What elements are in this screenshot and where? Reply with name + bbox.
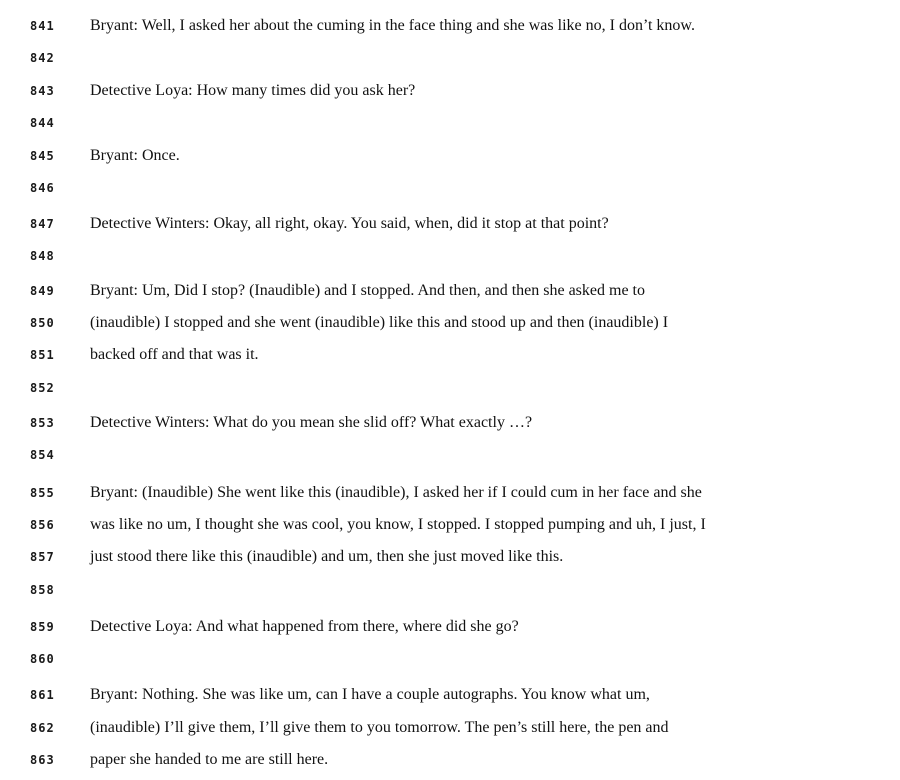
line-number: 849 (30, 284, 55, 298)
line-text: (inaudible) I stopped and she went (inaudible) like this and stood up and then (inaudible) I (90, 314, 669, 331)
transcript-line (0, 308, 900, 338)
transcript-line (0, 276, 900, 306)
line-number: 863 (30, 753, 55, 767)
transcript-line (0, 478, 900, 508)
line-text: Bryant: Well, I asked her about the cuming in the face thing and she was like no, I don’t know. (90, 17, 695, 34)
line-text: Detective Loya: How many times did you ask her? (90, 82, 416, 99)
line-number: 852 (30, 381, 55, 395)
transcript-line (0, 440, 900, 470)
line-number: 853 (30, 416, 55, 430)
line-text: Detective Winters: What do you mean she slid off? What exactly …? (90, 414, 533, 431)
transcript-line (0, 644, 900, 674)
line-number: 847 (30, 217, 55, 231)
transcript-line (0, 340, 900, 370)
transcript-line (0, 745, 900, 775)
transcript-line (0, 612, 900, 642)
transcript-line (0, 713, 900, 743)
transcript-line (0, 542, 900, 572)
transcript-line (0, 173, 900, 203)
line-number: 855 (30, 486, 55, 500)
line-text: was like no um, I thought she was cool, you know, I stopped. I stopped pumping and uh, I just, I (90, 516, 706, 533)
transcript-line (0, 11, 900, 41)
line-number: 842 (30, 51, 55, 65)
transcript-line (0, 108, 900, 138)
transcript-line (0, 510, 900, 540)
transcript-line (0, 680, 900, 710)
line-text: just stood there like this (inaudible) and um, then she just moved like this. (90, 548, 564, 565)
line-text: Bryant: Nothing. She was like um, can I have a couple autographs. You know what um, (90, 686, 650, 703)
transcript-line (0, 141, 900, 171)
line-number: 845 (30, 149, 55, 163)
line-number: 850 (30, 316, 55, 330)
line-number: 846 (30, 181, 55, 195)
transcript-line (0, 76, 900, 106)
line-text: Bryant: (Inaudible) She went like this (inaudible), I asked her if I could cum in her face and she (90, 484, 702, 501)
line-number: 859 (30, 620, 55, 634)
line-number: 861 (30, 688, 55, 702)
line-text: backed off and that was it. (90, 346, 259, 363)
transcript-line (0, 575, 900, 605)
line-number: 843 (30, 84, 55, 98)
transcript-line (0, 43, 900, 73)
line-text: (inaudible) I’ll give them, I’ll give them to you tomorrow. The pen’s still here, the pen and (90, 719, 669, 736)
line-number: 857 (30, 550, 55, 564)
line-number: 844 (30, 116, 55, 130)
line-number: 860 (30, 652, 55, 666)
line-number: 848 (30, 249, 55, 263)
line-text: Bryant: Um, Did I stop? (Inaudible) and I stopped. And then, and then she asked me to (90, 282, 645, 299)
line-text: Detective Loya: And what happened from there, where did she go? (90, 618, 519, 635)
line-number: 862 (30, 721, 55, 735)
line-text: paper she handed to me are still here. (90, 751, 329, 768)
line-text: Bryant: Once. (90, 147, 180, 164)
transcript-line (0, 241, 900, 271)
line-number: 854 (30, 448, 55, 462)
transcript-line (0, 373, 900, 403)
line-number: 851 (30, 348, 55, 362)
transcript-line (0, 408, 900, 438)
line-number: 858 (30, 583, 55, 597)
line-number: 856 (30, 518, 55, 532)
line-number: 841 (30, 19, 55, 33)
transcript-line (0, 209, 900, 239)
line-text: Detective Winters: Okay, all right, okay. You said, when, did it stop at that point? (90, 215, 609, 232)
